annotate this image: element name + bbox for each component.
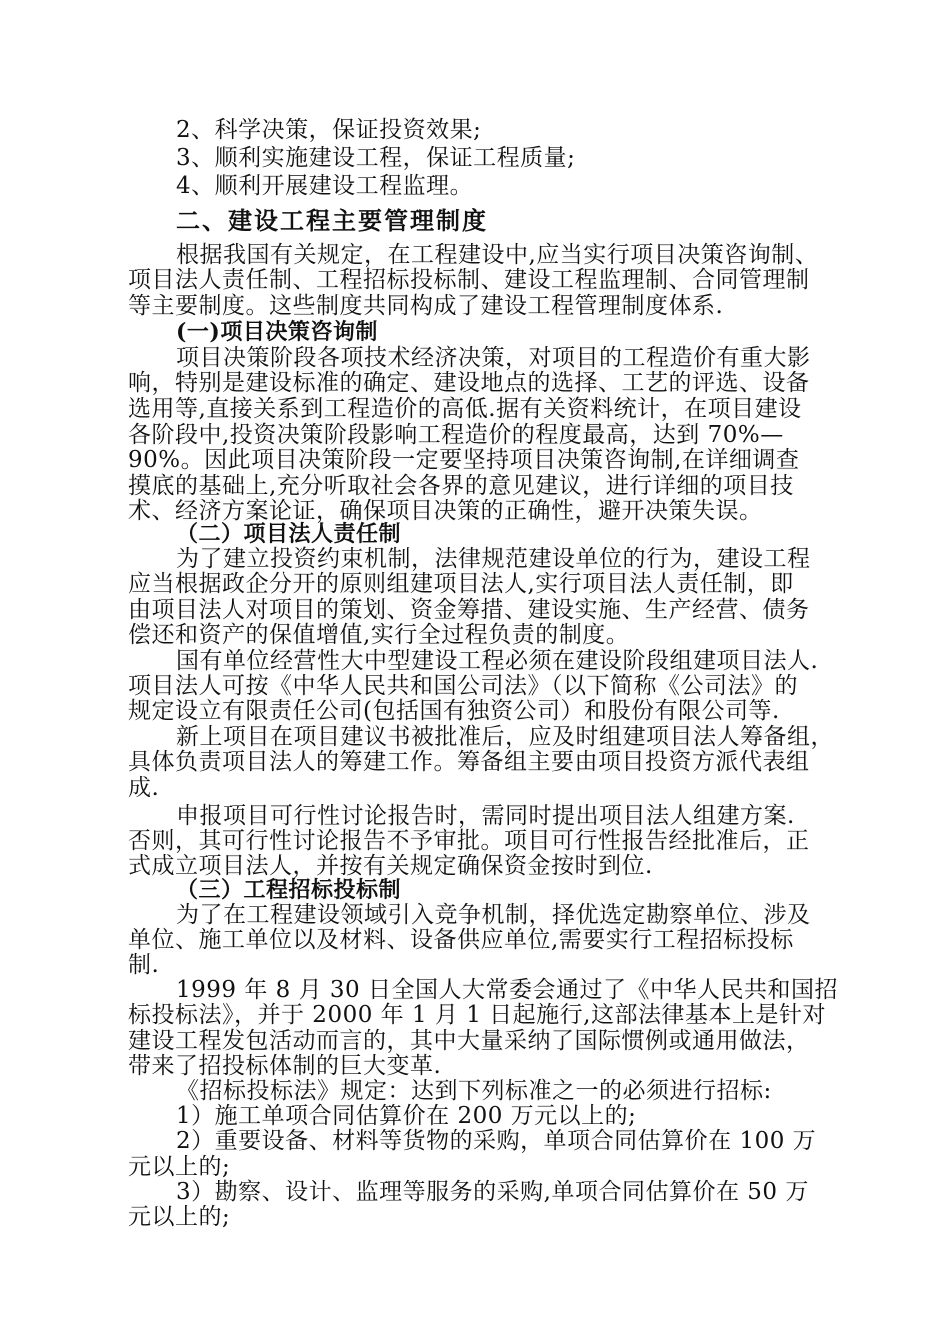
paragraph-line: 制.	[128, 952, 160, 978]
paragraph-line: 响，特别是建设标准的确定、建设地点的选择、工艺的评选、设备	[128, 370, 810, 396]
paragraph-line: 国有单位经营性大中型建设工程必须在建设阶段组建项目法人.	[176, 648, 819, 674]
criteria-item-3-cont: 元以上的;	[128, 1204, 231, 1230]
paragraph-line: 术、经济方案论证，确保项目决策的正确性，避开决策失误。	[128, 498, 763, 524]
paragraph-line: 带来了招投标体制的巨大变革.	[128, 1053, 442, 1079]
criteria-item-2-cont: 元以上的;	[128, 1154, 231, 1180]
paragraph-line: 为了在工程建设领域引入竞争机制，择优选定勘察单位、涉及	[176, 902, 811, 928]
paragraph-line: 单位、施工单位以及材料、设备供应单位,需要实行工程招标投标	[128, 927, 794, 953]
subsection-heading-2: （二）项目法人责任制	[176, 521, 402, 547]
paragraph-line: 项目决策阶段各项技术经济决策，对项目的工程造价有重大影	[176, 345, 811, 371]
list-item-2: 2、科学决策，保证投资效果;	[176, 117, 482, 143]
paragraph-line: 申报项目可行性讨论报告时，需同时提出项目法人组建方案.	[176, 803, 795, 829]
paragraph-line: 项目法人责任制、工程招标投标制、建设工程监理制、合同管理制	[128, 267, 810, 293]
paragraph-line: 1999 年 8 月 30 日全国人大常委会通过了《中华人民共和国招	[176, 977, 838, 1003]
paragraph-line: 式成立项目法人，并按有关规定确保资金按时到位.	[128, 853, 653, 879]
paragraph-line: 偿还和资产的保值增值,实行全过程负责的制度。	[128, 622, 630, 648]
paragraph-line: 建设工程发包活动而言的，其中大量采纳了国际惯例或通用做法，	[128, 1028, 810, 1054]
paragraph-line: 等主要制度。这些制度共同构成了建设工程管理制度体系.	[128, 293, 724, 319]
subsection-heading-3: （三）工程招标投标制	[176, 877, 402, 903]
list-item-4: 4、顺利开展建设工程监理。	[176, 173, 474, 199]
subsection-heading-1: (一)项目决策咨询制	[176, 319, 378, 345]
paragraph-line: 标投标法》，并于 2000 年 1 月 1 日起施行,这部法律基本上是针对	[128, 1002, 826, 1028]
criteria-item-1: 1）施工单项合同估算价在 200 万元以上的;	[176, 1103, 637, 1129]
paragraph-line: 根据我国有关规定，在工程建设中,应当实行项目决策咨询制、	[176, 242, 819, 268]
paragraph-line: 项目法人可按《中华人民共和国公司法》（以下简称《公司法》的	[128, 673, 798, 699]
paragraph-line: 各阶段中,投资决策阶段影响工程造价的程度最高，达到 70%—	[128, 422, 784, 448]
paragraph-line: 规定设立有限责任公司(包括国有独资公司）和股份有限公司等.	[128, 698, 780, 724]
section-heading-2: 二、建设工程主要管理制度	[176, 206, 488, 235]
paragraph-line: 否则，其可行性讨论报告不予审批。项目可行性报告经批准后，正	[128, 828, 810, 854]
paragraph-line: 摸底的基础上,充分听取社会各界的意见建议，进行详细的项目技	[128, 473, 794, 499]
paragraph-line: 新上项目在项目建议书被批准后，应及时组建项目法人筹备组，	[176, 724, 834, 750]
criteria-item-2: 2）重要设备、材料等货物的采购，单项合同估算价在 100 万	[176, 1128, 817, 1154]
paragraph-line: 90%。因此项目决策阶段一定要坚持项目决策咨询制,在详细调查	[128, 447, 800, 473]
paragraph-line: 具体负责项目法人的筹建工作。筹备组主要由项目投资方派代表组	[128, 749, 810, 775]
paragraph-line: 《招标投标法》规定：达到下列标准之一的必须进行招标:	[176, 1078, 772, 1104]
paragraph-line: 成.	[128, 775, 160, 801]
paragraph-line: 为了建立投资约束机制，法律规范建设单位的行为，建设工程	[176, 546, 811, 572]
criteria-item-3: 3）勘察、设计、监理等服务的采购,单项合同估算价在 50 万	[176, 1179, 809, 1205]
list-item-3: 3、顺利实施建设工程，保证工程质量;	[176, 145, 576, 171]
paragraph-line: 应当根据政企分开的原则组建项目法人,实行项目法人责任制，即	[128, 571, 794, 597]
paragraph-line: 选用等,直接关系到工程造价的高低.据有关资料统计，在项目建设	[128, 396, 802, 422]
paragraph-line: 由项目法人对项目的策划、资金筹措、建设实施、生产经营、债务	[128, 597, 810, 623]
